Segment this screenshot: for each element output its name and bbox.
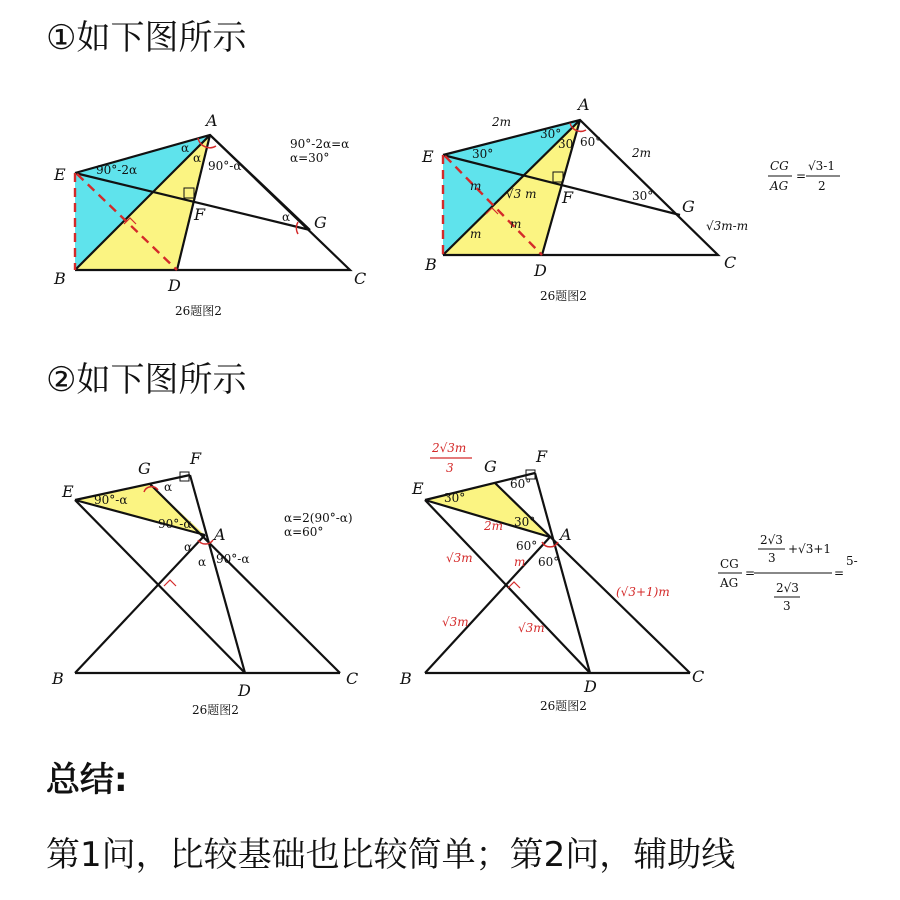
note-1: α=2(90°-α) xyxy=(284,511,353,525)
label-D: D xyxy=(168,276,181,295)
summary-text: 第1问，比较基础也比较简单；第2问，辅助线 xyxy=(46,835,736,875)
angle-a3: α xyxy=(198,555,207,569)
label-ac: (√3+1)m xyxy=(616,585,670,599)
label-D: D xyxy=(534,261,547,280)
figure-4 xyxy=(400,440,865,730)
note-1: 90°-2α=α xyxy=(290,137,350,151)
formula-num: CG xyxy=(720,557,739,571)
figure-2 xyxy=(410,90,860,320)
label-F: F xyxy=(536,447,548,466)
label-bm: m xyxy=(470,227,482,241)
label-A: A xyxy=(560,525,572,544)
angle-g30: 30° xyxy=(632,189,654,203)
formula-n1d: 3 xyxy=(768,551,776,565)
formula-d1d: 3 xyxy=(783,599,791,613)
formula-num: CG xyxy=(770,159,789,173)
label-C: C xyxy=(692,667,705,686)
formula-n1: 2√3 xyxy=(760,533,783,547)
formula-den: AG xyxy=(720,576,739,590)
label-A: A xyxy=(214,525,226,544)
formula-eq: = xyxy=(796,169,807,183)
note-2: α=30° xyxy=(290,151,330,165)
label-ag: 2m xyxy=(632,146,652,160)
label-A: A xyxy=(578,95,590,114)
label-B: B xyxy=(425,255,437,274)
angle-e: 90°-α xyxy=(94,493,128,507)
label-E: E xyxy=(54,165,66,184)
formula-eq2: = xyxy=(834,566,845,580)
formula-rnum: √3-1 xyxy=(808,159,835,173)
label-E: E xyxy=(62,482,74,501)
label-em: 2m xyxy=(484,519,504,533)
label-F: F xyxy=(194,205,206,224)
figure-3 xyxy=(40,440,380,730)
label-F: F xyxy=(562,188,574,207)
part2-heading: ②如下图所示 xyxy=(46,360,247,400)
note-2: α=60° xyxy=(284,525,324,539)
angle-g: α xyxy=(282,210,291,224)
angle-a2: α xyxy=(184,540,193,554)
label-E: E xyxy=(412,479,424,498)
formula-den: AG xyxy=(770,179,789,193)
label-mid: √3 m xyxy=(506,187,537,201)
label-A: A xyxy=(206,111,218,130)
formula-d1: 2√3 xyxy=(776,581,799,595)
summary-title: 总结: xyxy=(46,760,128,800)
label-l3: √3m xyxy=(518,621,545,635)
angle-g: α xyxy=(164,480,173,494)
label-D: D xyxy=(584,677,597,696)
angle-e30: 30° xyxy=(444,491,466,505)
angle-a1: α xyxy=(181,141,190,155)
label-B: B xyxy=(54,269,66,288)
formula-eq1: = xyxy=(745,566,756,580)
figure-1 xyxy=(40,100,380,330)
angle-a60: 60° xyxy=(580,135,602,149)
label-topden: 3 xyxy=(446,461,454,475)
label-D: D xyxy=(238,681,251,700)
label-dm: m xyxy=(510,217,522,231)
label-em: m xyxy=(470,179,482,193)
caption-2: 26题图2 xyxy=(540,289,587,303)
label-C: C xyxy=(346,669,359,688)
caption-4: 26题图2 xyxy=(540,699,587,713)
angle-a30a: 30° xyxy=(540,127,562,141)
label-C: C xyxy=(354,269,367,288)
label-gc: √3m-m xyxy=(706,219,749,233)
label-ea: 2m xyxy=(492,115,512,129)
label-topnum: 2√3m xyxy=(432,441,467,455)
label-am: m xyxy=(514,555,526,569)
label-G: G xyxy=(682,197,695,216)
label-G: G xyxy=(138,459,151,478)
label-C: C xyxy=(724,253,737,272)
angle-a60b: 60° xyxy=(538,555,560,569)
angle-a30: 30° xyxy=(514,515,536,529)
label-E: E xyxy=(422,147,434,166)
label-B: B xyxy=(52,669,64,688)
caption-1: 26题图2 xyxy=(175,304,222,318)
label-B: B xyxy=(400,669,412,688)
formula-rden: 2 xyxy=(818,179,826,193)
angle-a4: 90°-α xyxy=(216,552,250,566)
formula-tail: 5- xyxy=(846,554,858,568)
label-F: F xyxy=(190,449,202,468)
label-G: G xyxy=(314,213,327,232)
formula-n2: +√3+1 xyxy=(788,542,832,556)
label-l1: √3m xyxy=(446,551,473,565)
angle-a30b: 30 xyxy=(558,137,574,151)
label-l2: √3m xyxy=(442,615,469,629)
angle-f60: 60° xyxy=(510,477,532,491)
caption-3: 26题图2 xyxy=(192,703,239,717)
angle-e: 90°-2α xyxy=(96,163,138,177)
part1-heading: ①如下图所示 xyxy=(46,18,247,58)
angle-a60a: 60° xyxy=(516,539,538,553)
angle-e30: 30° xyxy=(472,147,494,161)
label-G: G xyxy=(484,457,497,476)
angle-a2: α xyxy=(193,151,202,165)
angle-a3: 90°-α xyxy=(208,159,242,173)
angle-a1: 90°-α xyxy=(158,517,192,531)
